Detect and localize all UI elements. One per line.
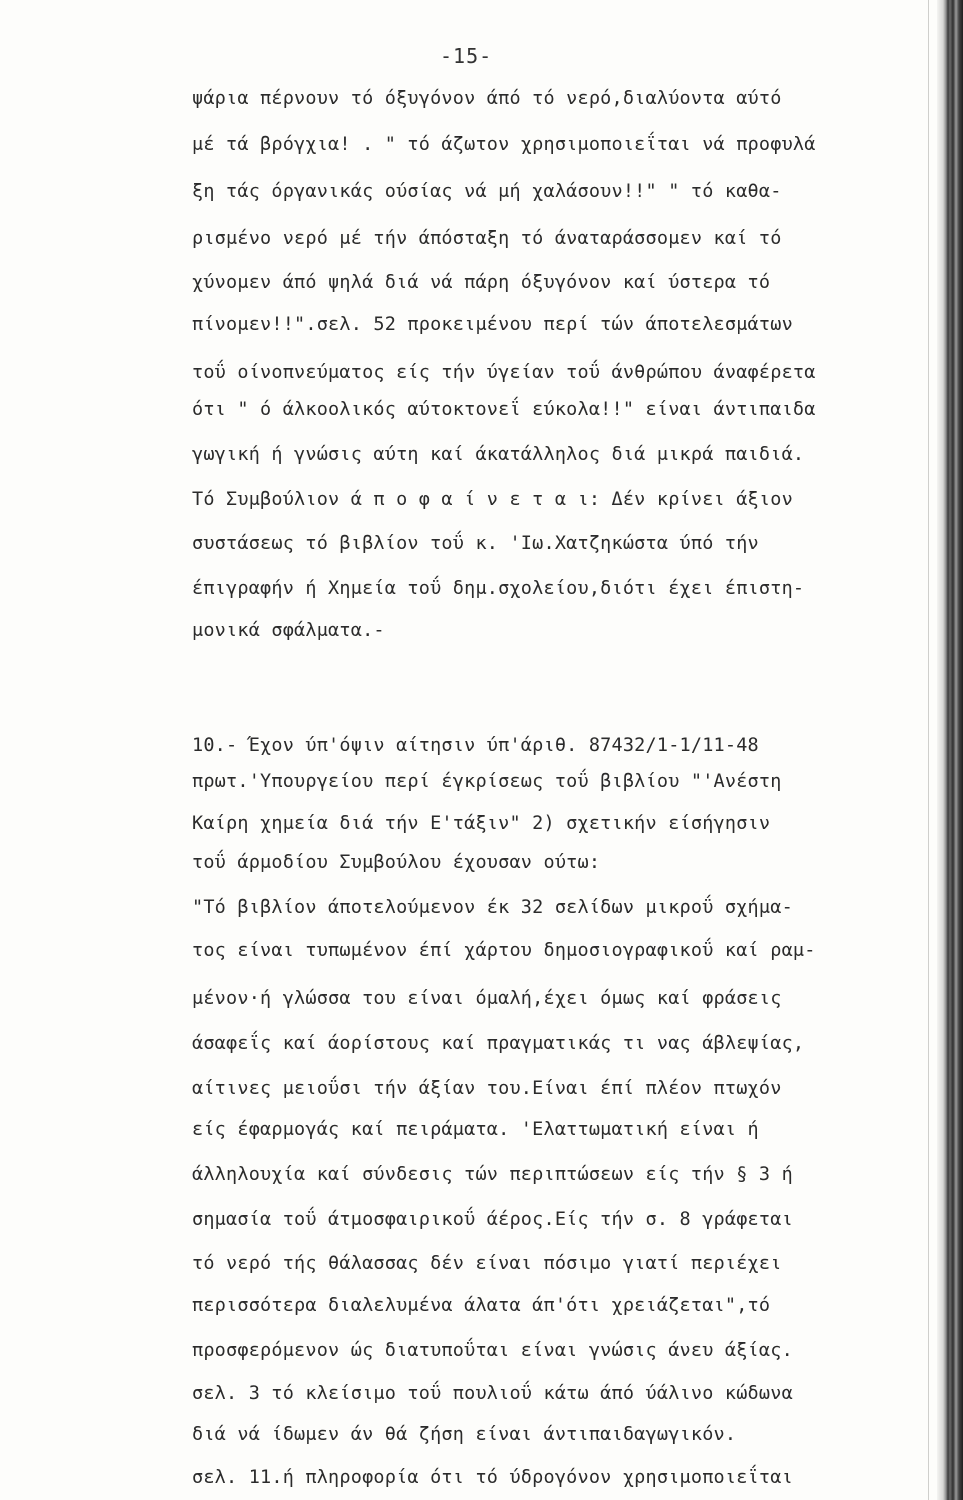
text-line: τοΰ άρμοδίου Συμβούλου έχουσαν ούτω: bbox=[192, 852, 601, 873]
text-line: συστάσεως τό βιβλίον τοΰ κ. 'Ιω.Χατζηκώστα ύπό τήν bbox=[192, 533, 759, 554]
text-line: ψάρια πέρνουν τό όξυγόνον άπό τό νερό,διαλύοντα αύτό bbox=[192, 88, 782, 109]
text-line: σελ. 11.ή πληροφορία ότι τό ύδρογόνον χρησιμοποιεΐται bbox=[192, 1467, 793, 1488]
text-line: "Τό βιβλίον άποτελούμενον έκ 32 σελίδων μικροΰ σχήμα- bbox=[192, 897, 793, 918]
text-line: διά νά ίδωμεν άν θά ζήση είναι άντιπαιδαγωγικόν. bbox=[192, 1424, 737, 1445]
text-line: Τό Συμβούλιον ά π ο φ α ί ν ε τ α ι: Δέν κρίνει άξιον bbox=[192, 489, 793, 510]
text-line: άλληλουχία καί σύνδεσις τών περιπτώσεων είς τήν § 3 ή bbox=[192, 1164, 793, 1185]
binding-fold-line bbox=[928, 0, 929, 1500]
text-line: ότι " ό άλκοολικός αύτοκτονεΐ εύκολα!!" είναι άντιπαιδα bbox=[192, 399, 816, 420]
text-line: τό νερό τής θάλασσας δέν είναι πόσιμο γιατί περιέχει bbox=[192, 1253, 782, 1274]
text-line: είς έφαρμογάς καί πειράματα. 'Ελαττωματική είναι ή bbox=[192, 1119, 759, 1140]
text-line: γωγική ή γνώσις αύτη καί άκατάλληλος διά μικρά παιδιά. bbox=[192, 444, 805, 465]
text-line: Καίρη χημεία διά τήν Ε'τάξιν" 2) σχετικήν είσήγησιν bbox=[192, 813, 771, 834]
text-line: 10.- Έχον ύπ'όψιν αίτησιν ύπ'άριθ. 87432/1-1/11-48 bbox=[192, 735, 759, 756]
page-number: -15- bbox=[440, 44, 493, 68]
binding-edge bbox=[937, 0, 963, 1500]
text-line: ξη τάς όργανικάς ούσίας νά μή χαλάσουν!!" " τό καθα- bbox=[192, 181, 782, 202]
text-line: σελ. 3 τό κλείσιμο τοΰ πουλιοΰ κάτω άπό ύάλινο κώδωνα bbox=[192, 1383, 793, 1404]
text-line: τος είναι τυπωμένον έπί χάρτου δημοσιογραφικοΰ καί ραμ- bbox=[192, 940, 816, 961]
text-line: ρισμένο νερό μέ τήν άπόσταξη τό άναταράσσομεν καί τό bbox=[192, 228, 782, 249]
text-line: αίτινες μειοΰσι τήν άξίαν του.Είναι έπί πλέον πτωχόν bbox=[192, 1078, 782, 1099]
text-line: άσαφεΐς καί άορίστους καί πραγματικάς τι νας άβλεψίας, bbox=[192, 1033, 805, 1054]
text-line: μέ τά βρόγχια! . " τό άζωτον χρησιμοποιεΐται νά προφυλά bbox=[192, 134, 816, 155]
text-line: περισσότερα διαλελυμένα άλατα άπ'ότι χρειάζεται",τό bbox=[192, 1295, 771, 1316]
text-line: προσφερόμενον ώς διατυποΰται είναι γνώσις άνευ άξίας. bbox=[192, 1340, 793, 1361]
text-line: μένον·ή γλώσσα του είναι όμαλή,έχει όμως καί φράσεις bbox=[192, 988, 782, 1009]
text-line: χύνομεν άπό ψηλά διά νά πάρη όξυγόνον καί ύστερα τό bbox=[192, 272, 771, 293]
text-line: έπιγραφήν ή Χημεία τοΰ δημ.σχολείου,διότι έχει έπιστη- bbox=[192, 578, 805, 599]
text-line: πρωτ.'Υπουργείου περί έγκρίσεως τοΰ βιβλίου "'Ανέστη bbox=[192, 771, 782, 792]
text-line: σημασία τοΰ άτμοσφαιρικοΰ άέρος.Είς τήν σ. 8 γράφεται bbox=[192, 1209, 793, 1230]
text-line: μονικά σφάλματα.- bbox=[192, 620, 385, 641]
text-line: πίνομεν!!".σελ. 52 προκειμένου περί τών άποτελεσμάτων bbox=[192, 314, 793, 335]
text-line: τοΰ οίνοπνεύματος είς τήν ύγείαν τοΰ άνθρώπου άναφέρετα bbox=[192, 362, 816, 383]
